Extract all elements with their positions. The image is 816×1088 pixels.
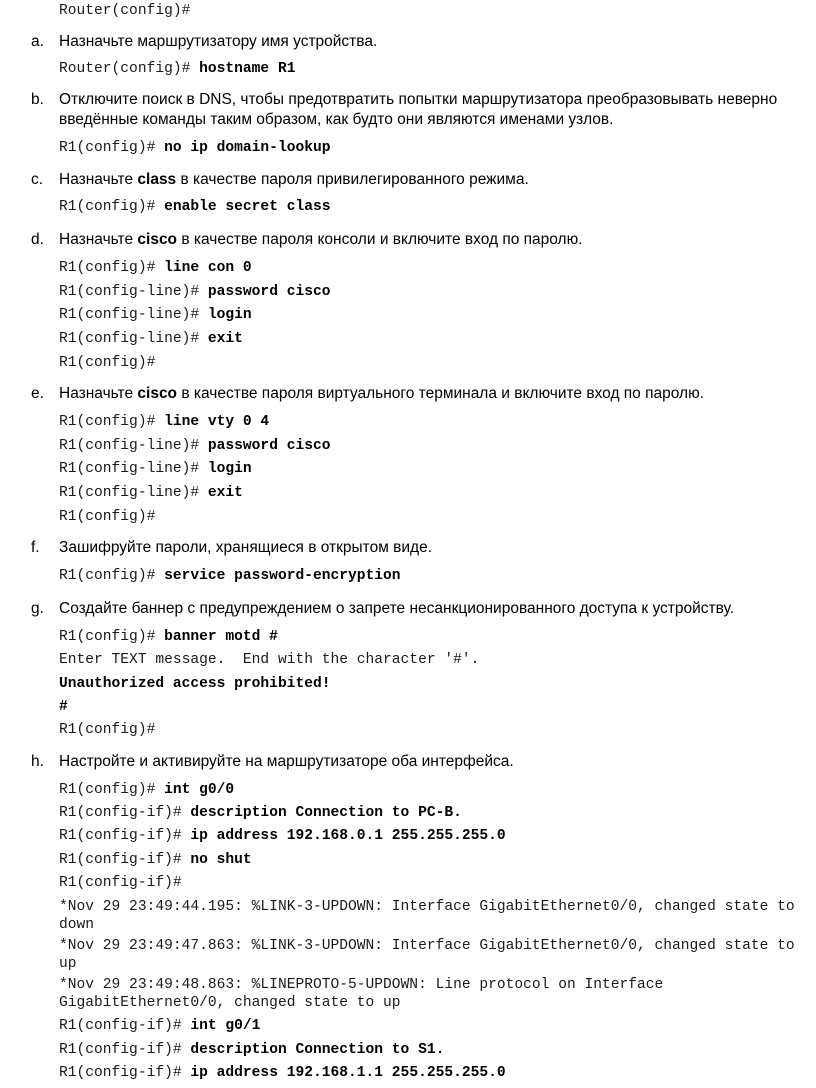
code-line: R1(config)# line vty 0 4 <box>59 414 270 430</box>
step-text: Назначьте маршрутизатору имя устройства. <box>59 33 378 50</box>
keyword: cisco <box>137 231 178 248</box>
step-letter: e. <box>31 385 44 402</box>
code-line: Unauthorized access prohibited! <box>59 676 331 692</box>
code-line: R1(config-line)# exit <box>59 331 243 347</box>
code-line: R1(config)# <box>59 509 156 525</box>
code-line: R1(config)# <box>59 355 156 371</box>
code-line: R1(config-line)# login <box>59 461 252 477</box>
code-line: R1(config)# enable secret class <box>59 199 331 215</box>
code-line: Enter TEXT message. End with the character '#'. <box>59 652 480 668</box>
step-text: Отключите поиск в DNS, чтобы предотвратить попытки маршрутизатора преобразовывать неверно введённые команды таким образом, как будто они являются именами узлов. <box>59 91 778 128</box>
code-line: R1(config)# service password-encryption <box>59 568 401 584</box>
code-line: R1(config-line)# login <box>59 307 252 323</box>
step-letter: c. <box>31 171 44 188</box>
code-line: R1(config)# no ip domain-lookup <box>59 140 331 156</box>
code-line: R1(config-if)# int g0/1 <box>59 1018 261 1034</box>
keyword: class <box>137 171 177 188</box>
top-prompt: Router(config)# <box>59 3 191 19</box>
step-text: Создайте баннер с предупреждением о запрете несанкционированного доступа к устройству. <box>59 600 735 617</box>
code-line: R1(config)# <box>59 722 156 738</box>
code-line: R1(config)# int g0/0 <box>59 782 235 798</box>
log-line: *Nov 29 23:49:47.863: %LINK-3-UPDOWN: Interface GigabitEthernet0/0, changed state to up <box>59 938 804 972</box>
code-line: R1(config-if)# ip address 192.168.1.1 255.255.255.0 <box>59 1065 506 1081</box>
step-text: Назначьте cisco в качестве пароля виртуального терминала и включите вход по паролю. <box>59 385 705 402</box>
step-letter: f. <box>31 539 40 556</box>
log-line: *Nov 29 23:49:44.195: %LINK-3-UPDOWN: Interface GigabitEthernet0/0, changed state to down <box>59 899 804 933</box>
step-text: Зашифруйте пароли, хранящиеся в открытом виде. <box>59 539 433 556</box>
code-line: R1(config-line)# exit <box>59 485 243 501</box>
code-line: R1(config-if)# no shut <box>59 852 252 868</box>
code-line: R1(config-if)# description Connection to PC-B. <box>59 805 462 821</box>
code-line: R1(config)# banner motd # <box>59 629 278 645</box>
code-line: Router(config)# hostname R1 <box>59 61 296 77</box>
step-letter: g. <box>31 600 44 617</box>
step-letter: b. <box>31 91 44 108</box>
step-text: Настройте и активируйте на маршрутизаторе оба интерфейса. <box>59 753 514 770</box>
step-text: Назначьте class в качестве пароля привилегированного режима. <box>59 171 529 188</box>
step-letter: a. <box>31 33 44 50</box>
code-line: R1(config-line)# password cisco <box>59 438 331 454</box>
code-line: R1(config)# line con 0 <box>59 260 252 276</box>
keyword: cisco <box>137 385 178 402</box>
code-line: R1(config-line)# password cisco <box>59 284 331 300</box>
step-letter: h. <box>31 753 44 770</box>
log-line: *Nov 29 23:49:48.863: %LINEPROTO-5-UPDOWN: Line protocol on Interface GigabitEthernet0/0, changed state to up <box>59 977 673 1011</box>
code-line: R1(config-if)# ip address 192.168.0.1 255.255.255.0 <box>59 828 506 844</box>
code-line: # <box>59 699 68 715</box>
step-letter: d. <box>31 231 44 248</box>
code-line: R1(config-if)# <box>59 875 182 891</box>
step-text: Назначьте cisco в качестве пароля консоли и включите вход по паролю. <box>59 231 583 248</box>
code-line: R1(config-if)# description Connection to S1. <box>59 1042 445 1058</box>
